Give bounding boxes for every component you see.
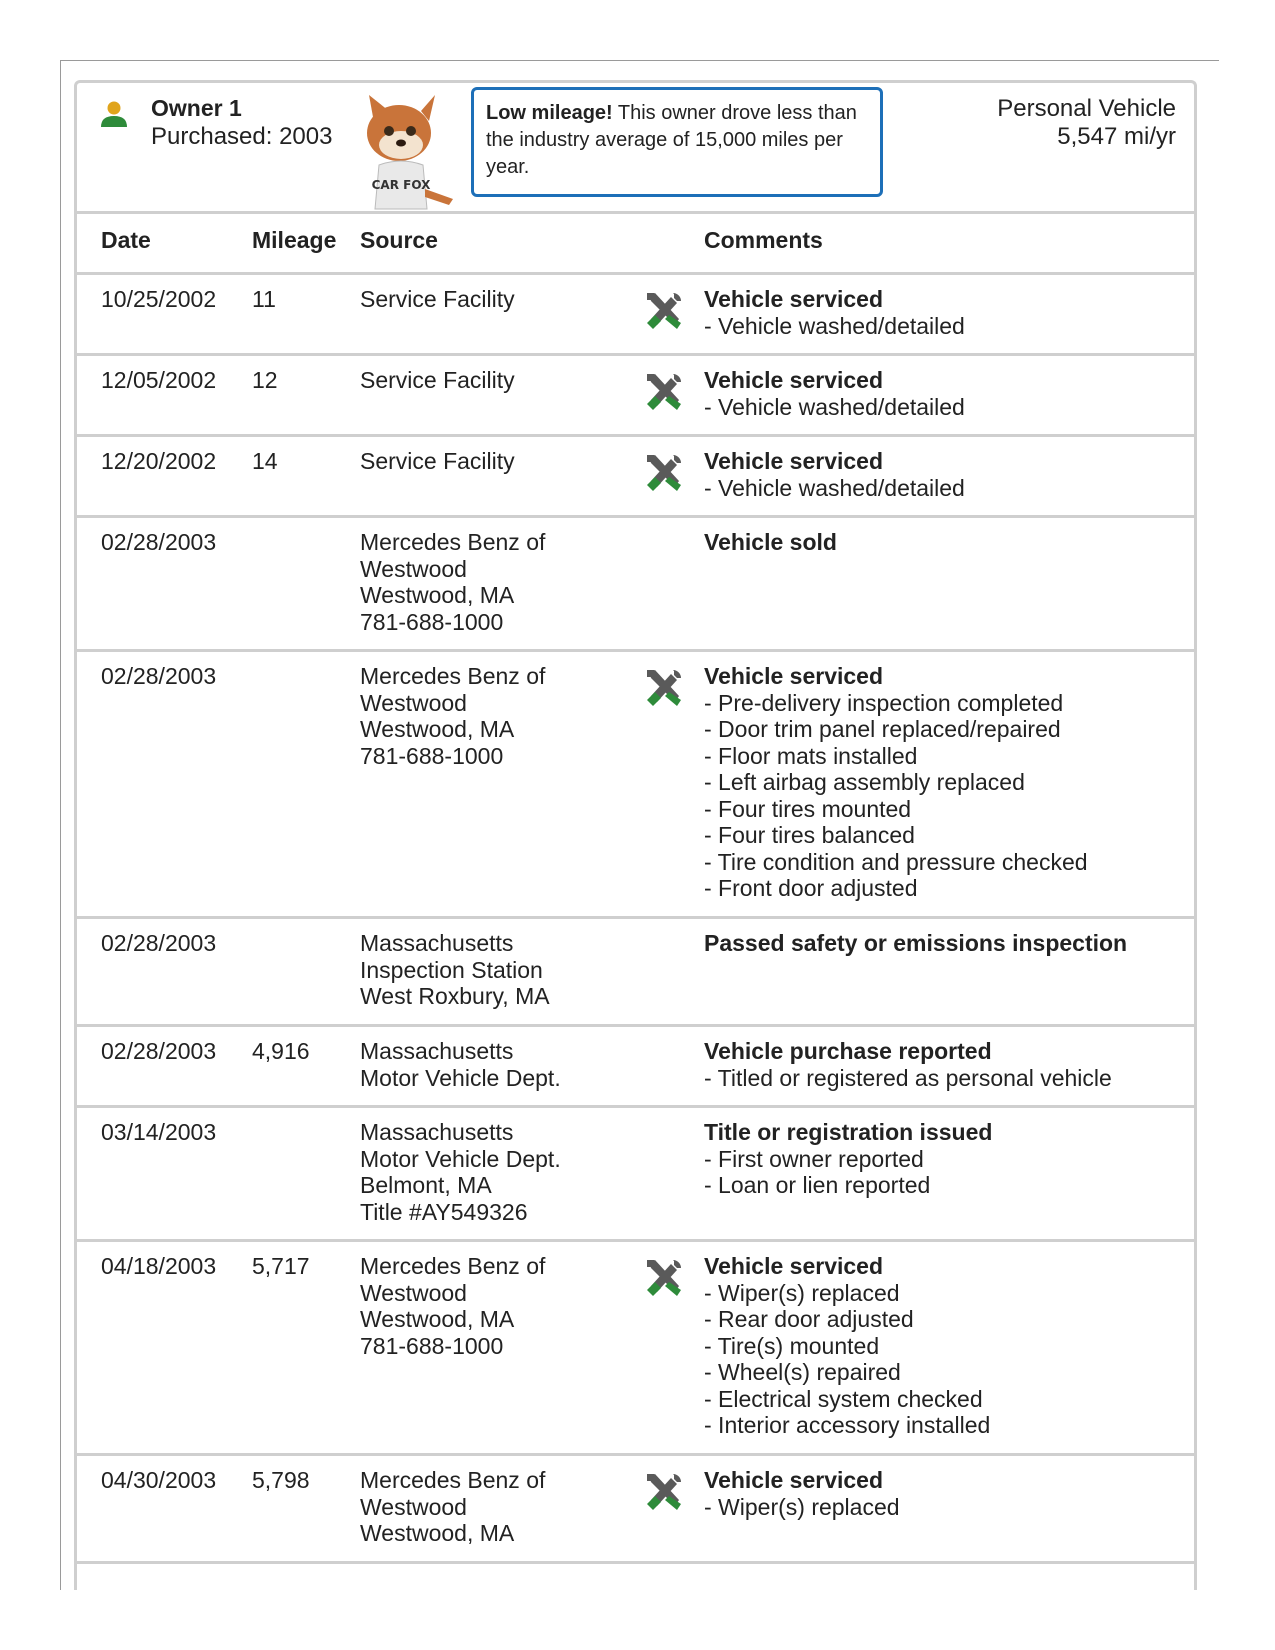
event-title: Passed safety or emissions inspection bbox=[704, 930, 1128, 956]
service-wrench-icon bbox=[643, 370, 685, 412]
event-detail: - Vehicle washed/detailed bbox=[704, 312, 965, 339]
event-detail: - Pre-delivery inspection completed bbox=[704, 689, 1064, 716]
service-wrench-icon bbox=[643, 1256, 685, 1298]
table-header-row bbox=[77, 214, 1194, 275]
row-date: 03/14/2003 bbox=[101, 1119, 217, 1145]
row-source bbox=[360, 286, 630, 313]
source-line: Inspection Station bbox=[360, 956, 543, 983]
table-row bbox=[77, 356, 1194, 437]
table-row bbox=[77, 275, 1194, 356]
row-comments bbox=[704, 1119, 1174, 1199]
table-row bbox=[77, 437, 1194, 518]
table-row bbox=[77, 1242, 1194, 1456]
header-source: Source bbox=[360, 227, 438, 253]
row-date: 10/25/2002 bbox=[101, 286, 217, 312]
event-title: Vehicle sold bbox=[704, 529, 837, 555]
source-line: Service Facility bbox=[360, 448, 515, 474]
event-detail: - Left airbag assembly replaced bbox=[704, 769, 1025, 795]
row-date: 02/28/2003 bbox=[101, 663, 217, 689]
source-line: 781-688-1000 bbox=[360, 1332, 504, 1359]
event-detail: - Loan or lien reported bbox=[704, 1172, 931, 1198]
event-title: Vehicle serviced bbox=[704, 1253, 884, 1279]
source-line: Westwood, MA bbox=[360, 582, 515, 608]
source-line: Motor Vehicle Dept. bbox=[360, 1145, 561, 1172]
source-line: West Roxbury, MA bbox=[360, 983, 550, 1009]
row-date: 04/18/2003 bbox=[101, 1253, 217, 1279]
event-title: Vehicle serviced bbox=[704, 448, 884, 474]
event-title: Vehicle serviced bbox=[704, 1467, 884, 1493]
owner-title: Owner 1 bbox=[151, 95, 242, 121]
row-date: 12/20/2002 bbox=[101, 448, 217, 474]
row-source bbox=[360, 1119, 630, 1225]
event-title: Vehicle purchase reported bbox=[704, 1038, 992, 1064]
source-line: Massachusetts bbox=[360, 1119, 514, 1145]
owner-header bbox=[77, 83, 1194, 214]
row-source bbox=[360, 930, 630, 1010]
source-line: Westwood bbox=[360, 1279, 467, 1306]
source-line: Mercedes Benz of bbox=[360, 1467, 546, 1493]
source-line: Westwood bbox=[360, 689, 467, 716]
event-title: Vehicle serviced bbox=[704, 286, 884, 312]
event-detail: - Door trim panel replaced/repaired bbox=[704, 716, 1061, 742]
page-top-rule bbox=[60, 60, 1219, 61]
vehicle-use-type: Personal Vehicle bbox=[997, 95, 1176, 122]
source-line: Title #AY549326 bbox=[360, 1198, 528, 1225]
row-comments bbox=[704, 448, 1174, 501]
owner-history-card bbox=[74, 80, 1197, 1590]
header-mileage: Mileage bbox=[252, 227, 337, 253]
source-line: Massachusetts bbox=[360, 1038, 514, 1064]
row-source bbox=[360, 1467, 630, 1547]
source-line: Massachusetts bbox=[360, 930, 514, 956]
source-line: Motor Vehicle Dept. bbox=[360, 1064, 561, 1091]
vehicle-use-summary bbox=[997, 95, 1176, 151]
callout-heading: Low mileage! bbox=[486, 102, 613, 124]
row-mileage: 11 bbox=[252, 286, 276, 312]
row-comments bbox=[704, 367, 1174, 420]
row-date: 02/28/2003 bbox=[101, 1038, 217, 1064]
event-detail: - Four tires mounted bbox=[704, 795, 912, 822]
row-mileage: 5,798 bbox=[252, 1467, 310, 1493]
table-row bbox=[77, 1108, 1194, 1242]
source-line: Westwood bbox=[360, 555, 467, 582]
service-wrench-icon bbox=[643, 1470, 685, 1512]
event-detail: - Wiper(s) replaced bbox=[704, 1493, 900, 1520]
event-title: Vehicle serviced bbox=[704, 367, 884, 393]
row-source bbox=[360, 448, 630, 475]
row-date: 12/05/2002 bbox=[101, 367, 217, 393]
event-title: Title or registration issued bbox=[704, 1119, 993, 1145]
row-source bbox=[360, 1038, 630, 1091]
source-line: 781-688-1000 bbox=[360, 608, 504, 635]
owner-person-icon bbox=[99, 99, 129, 129]
carfox-mascot-icon bbox=[349, 93, 461, 211]
row-comments bbox=[704, 663, 1174, 902]
event-detail: - Tire(s) mounted bbox=[704, 1332, 880, 1359]
source-line: Westwood, MA bbox=[360, 1306, 515, 1332]
source-line: Mercedes Benz of bbox=[360, 1253, 546, 1279]
table-row bbox=[77, 919, 1194, 1027]
row-comments bbox=[704, 1038, 1174, 1091]
table-row bbox=[77, 652, 1194, 919]
source-line: Mercedes Benz of bbox=[360, 663, 546, 689]
event-detail: - Front door adjusted bbox=[704, 875, 918, 901]
source-line: 781-688-1000 bbox=[360, 742, 504, 769]
source-line: Westwood, MA bbox=[360, 716, 515, 742]
service-wrench-icon bbox=[643, 289, 685, 331]
event-detail: - Electrical system checked bbox=[704, 1385, 983, 1412]
row-source bbox=[360, 529, 630, 635]
event-detail: - Four tires balanced bbox=[704, 822, 915, 848]
owner-purchased-year: Purchased: 2003 bbox=[151, 123, 333, 150]
event-detail: - Wiper(s) replaced bbox=[704, 1279, 900, 1306]
event-detail: - Interior accessory installed bbox=[704, 1412, 991, 1438]
row-source bbox=[360, 1253, 630, 1359]
source-line: Mercedes Benz of bbox=[360, 529, 546, 555]
event-detail: - First owner reported bbox=[704, 1145, 924, 1172]
row-comments bbox=[704, 930, 1174, 957]
event-detail: - Wheel(s) repaired bbox=[704, 1359, 901, 1385]
event-title: Vehicle serviced bbox=[704, 663, 884, 689]
source-line: Service Facility bbox=[360, 286, 515, 312]
row-date: 04/30/2003 bbox=[101, 1467, 217, 1493]
row-comments bbox=[704, 1467, 1174, 1520]
row-source bbox=[360, 367, 630, 394]
row-mileage: 5,717 bbox=[252, 1253, 310, 1279]
table-row bbox=[77, 1456, 1194, 1564]
source-line: Service Facility bbox=[360, 367, 515, 393]
table-row bbox=[77, 1027, 1194, 1108]
page-left-rule bbox=[60, 60, 61, 1590]
row-date: 02/28/2003 bbox=[101, 529, 217, 555]
event-detail: - Vehicle washed/detailed bbox=[704, 474, 965, 501]
row-comments bbox=[704, 286, 1174, 339]
source-line: Belmont, MA bbox=[360, 1172, 492, 1198]
event-detail: - Floor mats installed bbox=[704, 742, 918, 769]
source-line: Westwood, MA bbox=[360, 1520, 515, 1546]
annual-mileage: 5,547 mi/yr bbox=[1057, 123, 1176, 150]
table-row bbox=[77, 518, 1194, 652]
carfox-shirt-text: CAR FOX bbox=[371, 178, 431, 192]
event-detail: - Tire condition and pressure checked bbox=[704, 848, 1088, 875]
row-date: 02/28/2003 bbox=[101, 930, 217, 956]
low-mileage-callout bbox=[471, 87, 883, 197]
row-source bbox=[360, 663, 630, 769]
service-wrench-icon bbox=[643, 666, 685, 708]
source-line: Westwood bbox=[360, 1493, 467, 1520]
row-mileage: 12 bbox=[252, 367, 278, 393]
callout-text: This owner drove less than the industry average of 15,000 miles per year. bbox=[486, 102, 857, 178]
row-mileage: 14 bbox=[252, 448, 278, 474]
event-detail: - Titled or registered as personal vehicle bbox=[704, 1064, 1112, 1091]
header-comments: Comments bbox=[704, 227, 823, 253]
service-wrench-icon bbox=[643, 451, 685, 493]
event-detail: - Vehicle washed/detailed bbox=[704, 393, 965, 420]
header-date: Date bbox=[101, 227, 151, 253]
row-mileage: 4,916 bbox=[252, 1038, 310, 1064]
row-comments bbox=[704, 529, 1174, 556]
event-detail: - Rear door adjusted bbox=[704, 1306, 914, 1332]
row-comments bbox=[704, 1253, 1174, 1439]
history-rows bbox=[77, 275, 1194, 1564]
